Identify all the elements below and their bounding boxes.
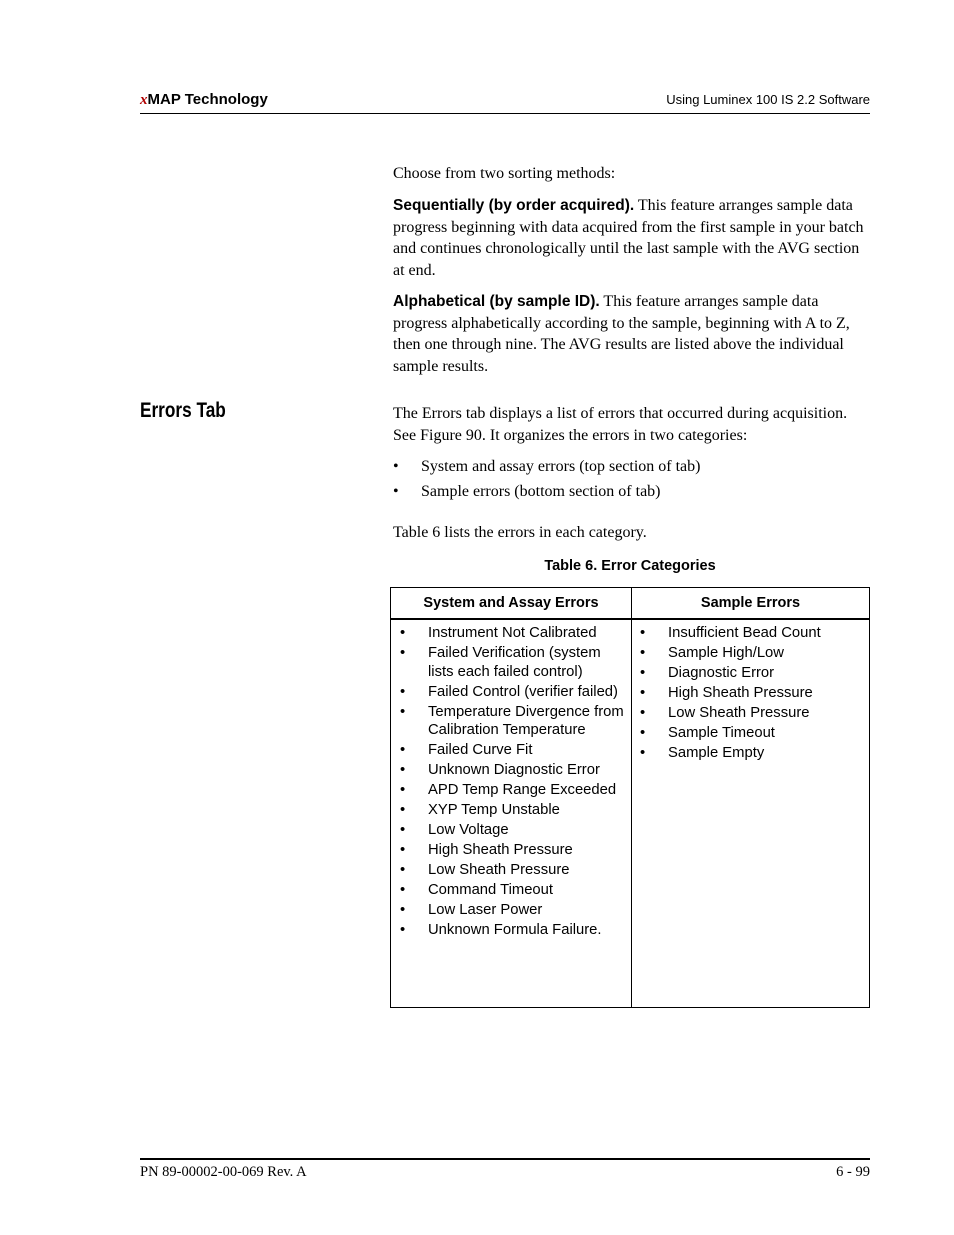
page-header [140,91,870,114]
error-categories-table [390,587,870,1008]
column-header-sample: Sample Errors [700,595,801,611]
list-item: • Sample Timeout [640,725,775,741]
page-footer [140,1158,870,1180]
bullet-icon: • [640,725,646,741]
table-header-row [391,588,869,620]
list-item: • Failed Curve Fit [400,742,533,758]
bullet-icon: • [400,922,406,938]
list-item: • System and assay errors (top section of tab) [393,458,701,475]
errors-description: The Errors tab displays a list of errors that occurred during acquisition. See Figure 90. It organizes the errors in two categories: [393,405,848,444]
sort-method-text: This feature arranges sample data progress beginning with data acquired from the first sample in your batch and continues chronologically until the last sample with the AVG section at end. [393,197,864,279]
list-item: • Temperature Divergence from Calibration Temperature [400,703,624,738]
column-divider [631,588,632,1007]
bullet-icon: • [400,842,406,858]
list-item: • Insufficient Bead Count [640,625,821,641]
list-item: • High Sheath Pressure [400,842,573,858]
list-item: • Failed Verification (system lists each failed control) [400,645,601,680]
list-item: • Diagnostic Error [640,665,775,681]
list-item: • High Sheath Pressure [640,685,813,701]
bullet-icon: • [400,645,406,661]
brand-title [140,91,268,109]
list-item: • Command Timeout [400,882,554,898]
bullet-icon: • [400,762,406,778]
bullet-icon: • [400,862,406,878]
bullet-icon: • [640,685,646,701]
bullet-icon: • [400,703,406,720]
bullet-icon: • [400,625,406,641]
sort-method-lead: Sequentially (by order acquired). [393,197,635,214]
bullet-icon: • [400,902,406,918]
sample-error-list [640,624,865,764]
list-item: • Unknown Diagnostic Error [400,762,600,778]
sort-method-lead: Alphabetical (by sample ID). [393,293,600,310]
list-item: • Sample Empty [640,745,765,761]
bullet-icon: • [400,822,406,838]
bullet-icon: • [393,458,399,475]
error-category-list [393,456,870,506]
table-caption: Table 6. Error Categories [544,558,716,574]
document-title: Using Luminex 100 IS 2.2 Software [666,92,870,107]
bullet-icon: • [400,882,406,898]
table-reference: Table 6 lists the errors in each category. [393,524,647,541]
sort-method-alphabetical [393,291,870,377]
part-number: PN 89-00002-00-069 Rev. A [140,1164,307,1180]
bullet-icon: • [400,802,406,818]
bullet-icon: • [640,645,646,661]
list-item: • Unknown Formula Failure. [400,922,602,938]
bullet-icon: • [393,483,399,500]
bullet-icon: • [400,742,406,758]
list-item: • Low Sheath Pressure [400,862,570,878]
list-item: • Sample High/Low [640,645,784,661]
bullet-icon: • [640,665,646,681]
sort-method-text: This feature arranges sample data progress alphabetically according to the sample, beginning with A to Z, then one through nine. The AVG results are listed above the individual sample results. [393,293,850,375]
list-item: • Instrument Not Calibrated [400,625,597,641]
list-item: • Sample errors (bottom section of tab) [393,483,661,500]
bullet-icon: • [640,625,646,641]
list-item: • XYP Temp Unstable [400,802,560,818]
brand-x: x [140,92,148,108]
system-assay-error-list [400,624,626,941]
intro-paragraph: Choose from two sorting methods: [393,165,616,182]
list-item: • Failed Control (verifier failed) [400,683,618,700]
brand-name: MAP Technology [147,91,268,108]
column-header-system-assay: System and Assay Errors [423,595,599,611]
bullet-icon: • [640,745,646,761]
section-title-errors-tab: Errors Tab [140,399,226,422]
list-item: • APD Temp Range Exceeded [400,782,617,798]
bullet-icon: • [400,782,406,798]
page-number: 6 - 99 [836,1164,870,1180]
list-item: • Low Laser Power [400,902,543,918]
list-item: • Low Sheath Pressure [640,705,810,721]
bullet-icon: • [400,683,406,700]
list-item: • Low Voltage [400,822,509,838]
bullet-icon: • [640,705,646,721]
sort-method-sequential [393,195,870,281]
